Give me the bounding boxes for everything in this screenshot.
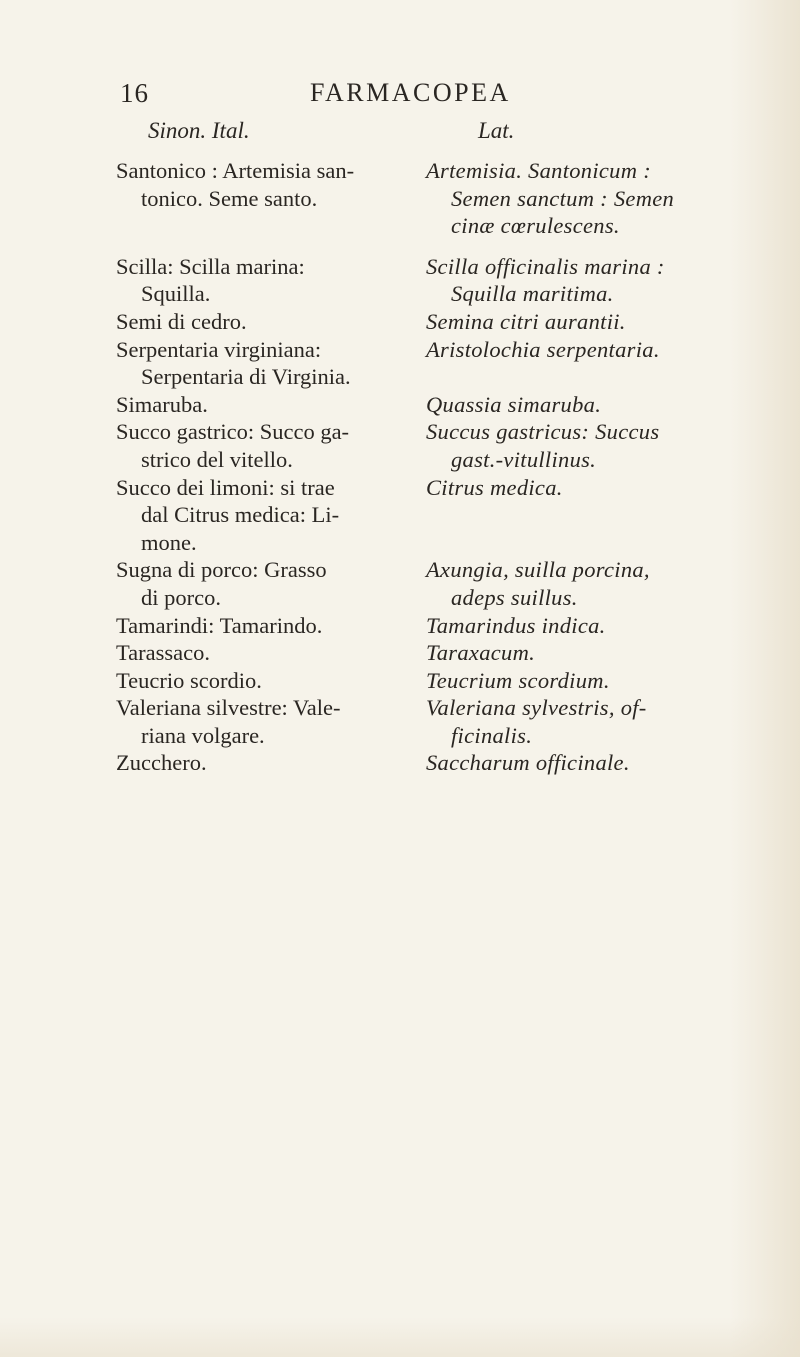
italian-synonym-line: dal Citrus medica: Li- — [141, 502, 340, 528]
italian-synonym-entry — [116, 336, 436, 391]
italian-synonym-entry — [116, 556, 436, 611]
italian-synonym-entry — [116, 474, 436, 557]
latin-name-entry — [426, 639, 756, 667]
latin-names-column — [426, 157, 756, 777]
italian-synonym-line: Succo dei limoni: si trae — [116, 474, 335, 500]
latin-name-line: Axungia, suilla porcina, — [426, 557, 650, 583]
latin-name-entry — [426, 694, 756, 749]
latin-name-line: Aristolochia serpentaria. — [426, 336, 660, 362]
latin-name-line: cinæ cœrulescens. — [451, 213, 620, 239]
latin-name-line: Taraxacum. — [426, 640, 536, 666]
page-header — [120, 78, 580, 118]
italian-synonym-entry — [116, 639, 436, 667]
latin-name-entry — [426, 391, 756, 419]
italian-synonym-line: Serpentaria virginiana: — [116, 336, 322, 362]
entry-spacer — [116, 240, 436, 253]
italian-synonym-line: mone. — [141, 529, 197, 555]
italian-synonym-line: di porco. — [141, 584, 221, 610]
italian-synonym-entry — [116, 391, 436, 419]
latin-name-entry — [426, 418, 756, 473]
latin-name-entry — [426, 336, 756, 391]
latin-name-line: Quassia simaruba. — [426, 391, 602, 417]
latin-name-line — [426, 363, 756, 391]
italian-synonym-entry — [116, 253, 436, 308]
italian-synonym-line: Serpentaria di Virginia. — [141, 364, 351, 390]
latin-name-line: Teucrium scordium. — [426, 667, 610, 693]
latin-name-line: Saccharum officinale. — [426, 750, 630, 776]
latin-name-line: ficinalis. — [451, 722, 533, 748]
italian-synonym-entry — [116, 157, 436, 240]
italian-synonym-line: Valeriana silvestre: Vale- — [116, 695, 341, 721]
italian-column-heading: Sinon. Ital. — [148, 118, 250, 143]
latin-name-entry — [426, 253, 756, 308]
latin-name-entry — [426, 157, 756, 240]
italian-synonym-line: Sugna di porco: Grasso — [116, 557, 327, 583]
italian-synonym-entry — [116, 694, 436, 749]
italian-synonyms-column — [116, 157, 436, 777]
italian-synonym-line: riana volgare. — [141, 722, 265, 748]
page-foot-stain — [0, 1317, 800, 1357]
italian-synonym-line — [116, 212, 436, 240]
italian-synonym-line: Simaruba. — [116, 391, 208, 417]
latin-name-line: Semina citri aurantii. — [426, 308, 626, 334]
entry-spacer — [426, 240, 756, 253]
latin-name-line — [426, 529, 756, 557]
latin-name-line: Artemisia. Santonicum : — [426, 158, 652, 183]
latin-name-line: Squilla maritima. — [451, 281, 614, 307]
italian-synonym-entry — [116, 749, 436, 777]
latin-name-line: adeps suillus. — [451, 584, 578, 610]
latin-name-line: Citrus medica. — [426, 474, 563, 500]
italian-synonym-entry — [116, 612, 436, 640]
latin-name-line: gast.-vitullinus. — [451, 446, 597, 472]
latin-name-entry — [426, 667, 756, 695]
italian-synonym-line: Santonico : Artemisia san- — [116, 158, 355, 183]
latin-name-line — [426, 501, 756, 529]
italian-synonym-line: Tamarindi: Tamarindo. — [116, 612, 323, 638]
italian-synonym-line: strico del vitello. — [141, 446, 293, 472]
latin-name-line: Succus gastricus: Succus — [426, 419, 660, 445]
italian-synonym-entry — [116, 418, 436, 473]
page-number: 16 — [120, 78, 149, 108]
latin-name-line: Valeriana sylvestris, of- — [426, 695, 647, 721]
italian-synonym-line: Teucrio scordio. — [116, 667, 262, 693]
italian-synonym-line: Semi di cedro. — [116, 308, 247, 334]
italian-synonym-line: Squilla. — [141, 281, 211, 307]
italian-synonym-line: Succo gastrico: Succo ga- — [116, 419, 350, 445]
latin-name-entry — [426, 474, 756, 557]
latin-name-line: Scilla officinalis marina : — [426, 253, 665, 279]
latin-column-heading: Lat. — [478, 118, 515, 143]
italian-synonym-line: Tarassaco. — [116, 640, 210, 666]
italian-synonym-line: tonico. Seme santo. — [141, 185, 318, 211]
italian-synonym-entry — [116, 667, 436, 695]
latin-name-line: Semen sanctum : Semen — [451, 185, 675, 211]
italian-synonym-line: Scilla: Scilla marina: — [116, 253, 305, 279]
latin-name-line: Tamarindus indica. — [426, 612, 606, 638]
latin-name-entry — [426, 556, 756, 611]
running-title: FARMACOPEA — [310, 78, 511, 107]
italian-synonym-line: Zucchero. — [116, 750, 207, 776]
latin-name-entry — [426, 308, 756, 336]
latin-name-entry — [426, 612, 756, 640]
latin-name-entry — [426, 749, 756, 777]
italian-synonym-entry — [116, 308, 436, 336]
